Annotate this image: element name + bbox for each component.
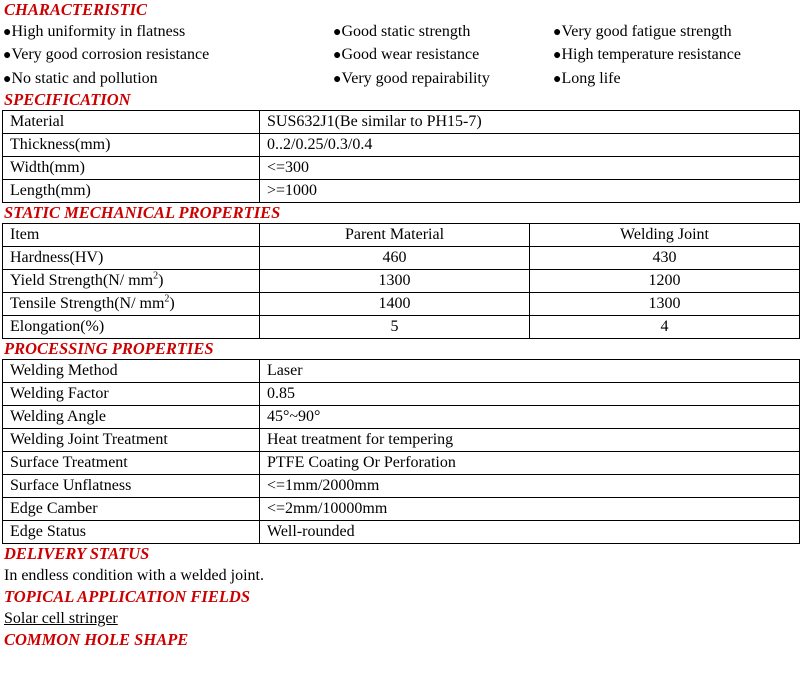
- table-row: [3, 359, 800, 382]
- feature-item: ●High uniformity in flatness: [3, 23, 186, 40]
- table-cell: Surface Unflatness: [3, 474, 260, 497]
- table-row: [3, 451, 800, 474]
- table-cell: Thickness(mm): [3, 133, 260, 156]
- table-cell: 430: [530, 246, 800, 269]
- feature-item: ●Very good corrosion resistance: [3, 46, 210, 64]
- application-text: Solar cell stringer: [4, 609, 118, 627]
- table-cell: Heat treatment for tempering: [260, 428, 800, 451]
- processing-heading: PROCESSING PROPERTIES: [4, 338, 214, 358]
- bullet-icon: ●: [553, 71, 562, 87]
- bullet-icon: ●: [333, 71, 342, 87]
- table-cell: <=1mm/2000mm: [260, 474, 800, 497]
- feature-item: ●Good wear resistance: [333, 46, 480, 64]
- table-cell: Welding Joint Treatment: [3, 428, 260, 451]
- table-cell: Welding Factor: [3, 382, 260, 405]
- bullet-icon: ●: [333, 48, 342, 64]
- static-mechanical-table: [2, 223, 800, 339]
- table-cell: 1300: [530, 292, 800, 315]
- delivery-heading: DELIVERY STATUS: [4, 543, 150, 563]
- table-row: [3, 156, 800, 179]
- feature-item: ●Very good fatigue strength: [553, 23, 732, 40]
- bullet-icon: ●: [553, 25, 562, 40]
- feature-list: [0, 20, 802, 90]
- table-row: [3, 497, 800, 520]
- table-cell: Edge Status: [3, 520, 260, 543]
- application-heading: TOPICAL APPLICATION FIELDS: [4, 586, 251, 606]
- table-header-row: [3, 223, 800, 246]
- table-cell: Material: [3, 110, 260, 133]
- table-cell: Hardness(HV): [3, 246, 260, 269]
- table-cell: Width(mm): [3, 156, 260, 179]
- table-row: [3, 382, 800, 405]
- feature-item: ●Good static strength: [333, 23, 471, 40]
- table-cell: Tensile Strength(N/ $mm^2$): [3, 292, 260, 315]
- table-row: [3, 110, 800, 133]
- table-cell: 45°~90°: [260, 405, 800, 428]
- table-row: [3, 179, 800, 202]
- table-cell: 1300: [260, 269, 530, 292]
- bullet-icon: ●: [553, 48, 562, 64]
- table-row: [3, 520, 800, 543]
- table-cell: 460: [260, 246, 530, 269]
- bullet-icon: ●: [3, 25, 12, 40]
- column-header: Item: [3, 223, 260, 246]
- feature-item: ●No static and pollution: [3, 69, 158, 87]
- table-row: [3, 269, 800, 292]
- characteristic-heading: CHARACTERISTIC: [4, 0, 148, 19]
- static-mechanical-heading: STATIC MECHANICAL PROPERTIES: [4, 202, 281, 222]
- table-cell: <=2mm/10000mm: [260, 497, 800, 520]
- table-row: [3, 133, 800, 156]
- table-row: [3, 315, 800, 338]
- table-row: [3, 474, 800, 497]
- table-cell: Edge Camber: [3, 497, 260, 520]
- table-row: [3, 428, 800, 451]
- table-cell: Well-rounded: [260, 520, 800, 543]
- table-cell: Yield Strength(N/ $mm^2$): [3, 269, 260, 292]
- table-cell: Elongation(%): [3, 315, 260, 338]
- feature-item: ●High temperature resistance: [553, 46, 741, 64]
- table-cell: 1200: [530, 269, 800, 292]
- delivery-text: In endless condition with a welded joint.: [4, 566, 264, 584]
- feature-item: ●Long life: [553, 69, 621, 87]
- table-row: [3, 292, 800, 315]
- table-cell: 5: [260, 315, 530, 338]
- feature-item: ●Very good repairability: [333, 69, 490, 87]
- table-cell: Length(mm): [3, 179, 260, 202]
- column-header: Parent Material: [260, 223, 530, 246]
- table-row: [3, 246, 800, 269]
- processing-table: [2, 359, 800, 544]
- table-cell: Welding Method: [3, 359, 260, 382]
- table-cell: Welding Angle: [3, 405, 260, 428]
- table-cell: <=300: [260, 156, 800, 179]
- table-cell: SUS632J1(Be similar to PH15-7): [260, 110, 800, 133]
- bullet-icon: ●: [3, 71, 12, 87]
- table-row: [3, 405, 800, 428]
- bullet-icon: ●: [333, 25, 342, 40]
- specification-table: [2, 110, 800, 203]
- table-cell: Surface Treatment: [3, 451, 260, 474]
- specification-heading: SPECIFICATION: [4, 89, 131, 109]
- table-cell: Laser: [260, 359, 800, 382]
- hole-shape-heading: COMMON HOLE SHAPE: [4, 629, 189, 649]
- table-cell: 1400: [260, 292, 530, 315]
- table-cell: PTFE Coating Or Perforation: [260, 451, 800, 474]
- table-cell: >=1000: [260, 179, 800, 202]
- column-header: Welding Joint: [530, 223, 800, 246]
- table-cell: 0.85: [260, 382, 800, 405]
- table-cell: 4: [530, 315, 800, 338]
- bullet-icon: ●: [3, 48, 12, 64]
- table-cell: 0..2/0.25/0.3/0.4: [260, 133, 800, 156]
